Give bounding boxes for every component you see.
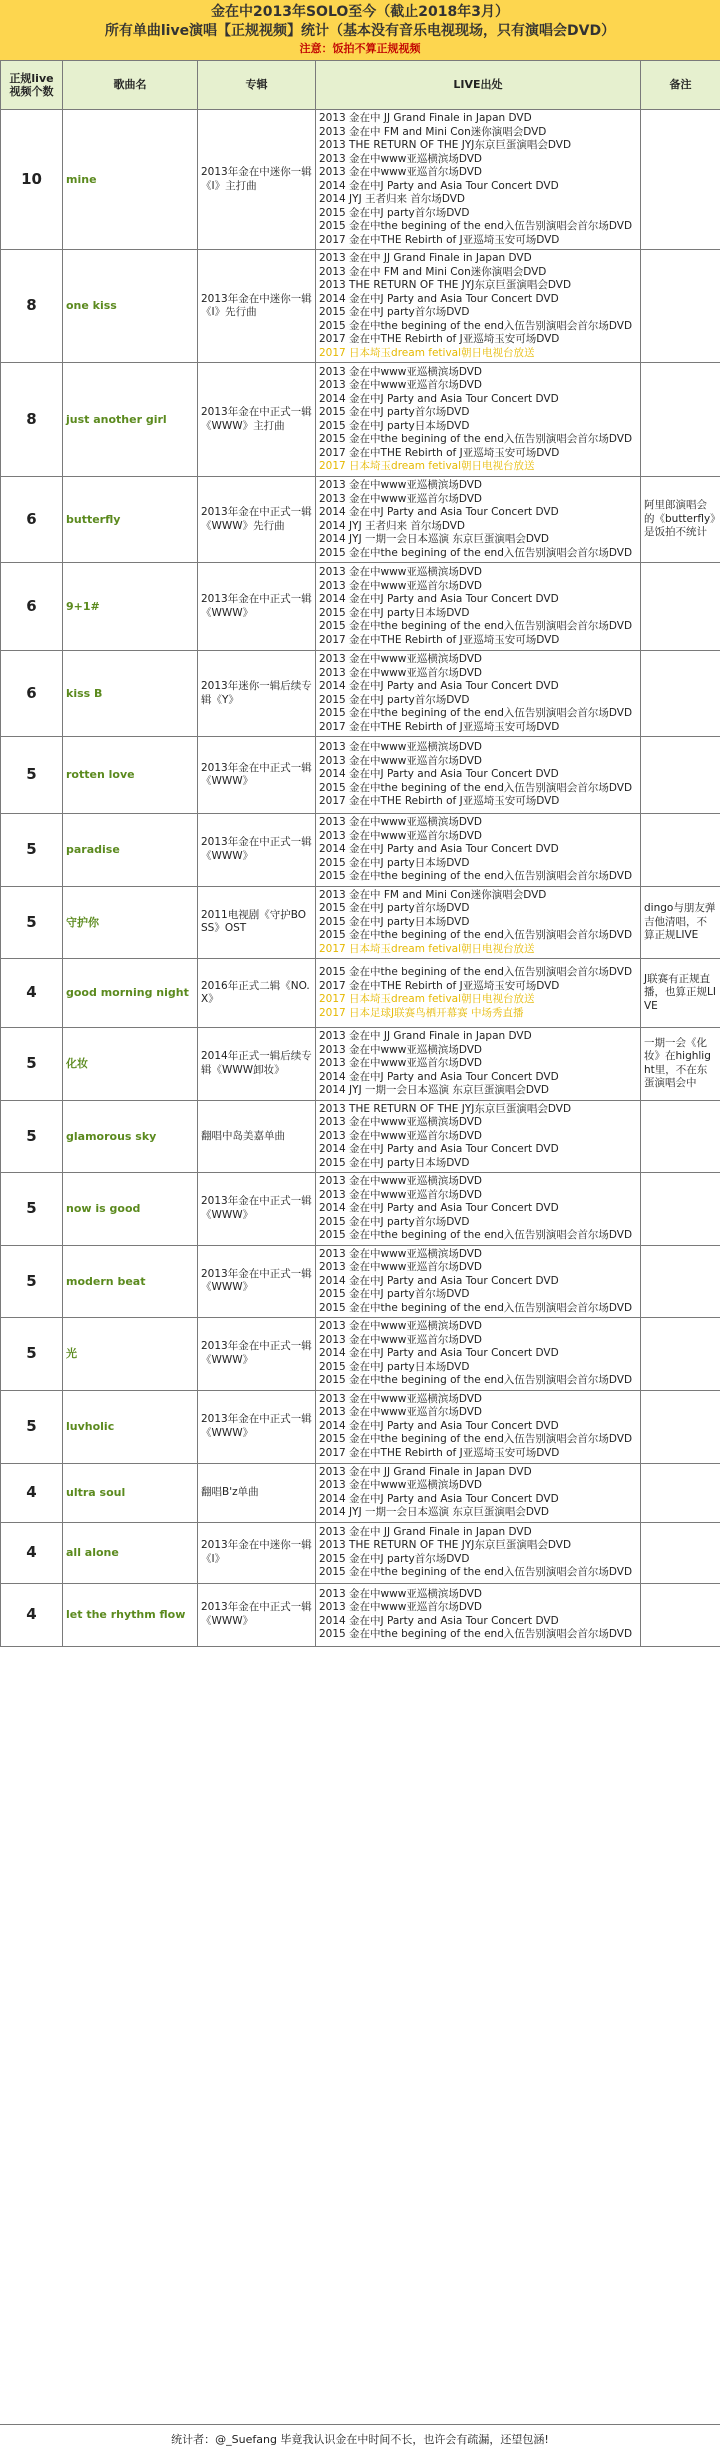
live-source: 2013 金在中www亚巡横滨场DVD: [319, 366, 637, 380]
live-source: 2015 金在中the begining of the end入伍告别演唱会首尔场DVD: [319, 433, 637, 447]
live-source: 2017 金在中THE Rebirth of J亚巡埼玉安可场DVD: [319, 721, 637, 735]
cell-song: mine: [63, 110, 198, 250]
live-source: 2013 金在中www亚巡横滨场DVD: [319, 1248, 637, 1262]
live-source: 2015 金在中the begining of the end入伍告别演唱会首尔场DVD: [319, 220, 637, 234]
table-row: [1, 1245, 720, 1318]
live-source: 2013 金在中www亚巡横滨场DVD: [319, 816, 637, 830]
table-row: [1, 651, 720, 737]
live-source: 2013 金在中www亚巡首尔场DVD: [319, 830, 637, 844]
cell-note: [641, 250, 720, 363]
cell-song: 光: [63, 1318, 198, 1391]
cell-count: 8: [1, 250, 63, 363]
cell-count: 5: [1, 886, 63, 959]
cell-note: [641, 814, 720, 887]
live-source: 2013 金在中www亚巡横滨场DVD: [319, 1393, 637, 1407]
table-row: [1, 1028, 720, 1101]
footer-text: 统计者：@_Suefang 毕竟我认识金在中时间不长，也许会有疏漏，还望包涵!: [171, 2425, 549, 2454]
live-source: 2015 金在中the begining of the end入伍告别演唱会首尔场DVD: [319, 1374, 637, 1388]
live-source: 2014 金在中J Party and Asia Tour Concert DVD: [319, 1347, 637, 1361]
cell-live-sources: [316, 1028, 641, 1101]
live-source: 2015 金在中the begining of the end入伍告别演唱会首尔场DVD: [319, 782, 637, 796]
cell-album: 2011电视剧《守护BOSS》OST: [198, 886, 316, 959]
live-source: 2014 JYJ 王者归来 首尔场DVD: [319, 193, 637, 207]
cell-note: [641, 1583, 720, 1646]
cell-live-sources: [316, 1583, 641, 1646]
live-source: 2013 金在中 FM and Mini Con迷你演唱会DVD: [319, 889, 637, 903]
live-source: 2013 THE RETURN OF THE JYJ东京巨蛋演唱会DVD: [319, 1103, 637, 1117]
live-source: 2013 金在中www亚巡横滨场DVD: [319, 1175, 637, 1189]
live-source: 2013 金在中www亚巡横滨场DVD: [319, 1588, 637, 1602]
live-source: 2015 金在中the begining of the end入伍告别演唱会首尔场DVD: [319, 620, 637, 634]
cell-count: 4: [1, 959, 63, 1028]
live-source: 2015 金在中the begining of the end入伍告别演唱会首尔场DVD: [319, 547, 637, 561]
live-source: 2014 金在中J Party and Asia Tour Concert DVD: [319, 593, 637, 607]
live-source: 2015 金在中the begining of the end入伍告别演唱会首尔场DVD: [319, 1566, 637, 1580]
live-source: 2015 金在中J party首尔场DVD: [319, 207, 637, 221]
live-source: 2014 金在中J Party and Asia Tour Concert DVD: [319, 680, 637, 694]
cell-song: good morning night: [63, 959, 198, 1028]
live-source: 2013 金在中www亚巡横滨场DVD: [319, 741, 637, 755]
live-source: 2014 金在中J Party and Asia Tour Concert DVD: [319, 293, 637, 307]
cell-note: [641, 563, 720, 651]
cell-live-sources: [316, 110, 641, 250]
live-source: 2014 金在中J Party and Asia Tour Concert DVD: [319, 1493, 637, 1507]
table-row: [1, 250, 720, 363]
live-source: 2013 金在中www亚巡首尔场DVD: [319, 667, 637, 681]
live-source: 2015 金在中the begining of the end入伍告别演唱会首尔场DVD: [319, 966, 637, 980]
cell-note: 一期一会《化妆》在highlight里，不在东蛋演唱会中: [641, 1028, 720, 1101]
cell-album: 2014年正式一辑后续专辑《WWW卸妆》: [198, 1028, 316, 1101]
live-source: 2013 金在中 JJ Grand Finale in Japan DVD: [319, 112, 637, 126]
live-source: 2013 金在中www亚巡首尔场DVD: [319, 1261, 637, 1275]
cell-live-sources: [316, 886, 641, 959]
live-source: 2014 金在中J Party and Asia Tour Concert DVD: [319, 843, 637, 857]
live-source: 2014 金在中J Party and Asia Tour Concert DVD: [319, 1615, 637, 1629]
table-row: [1, 886, 720, 959]
cell-count: 4: [1, 1463, 63, 1522]
live-source: 2015 金在中the begining of the end入伍告别演唱会首尔场DVD: [319, 929, 637, 943]
live-source: 2013 金在中www亚巡横滨场DVD: [319, 153, 637, 167]
live-source: 2013 金在中www亚巡首尔场DVD: [319, 755, 637, 769]
table-row: [1, 1390, 720, 1463]
live-source: 2015 金在中the begining of the end入伍告别演唱会首尔场DVD: [319, 707, 637, 721]
cell-live-sources: [316, 1100, 641, 1173]
cell-album: 2013年金在中迷你一辑《I》: [198, 1522, 316, 1583]
table-row: [1, 563, 720, 651]
live-source: 2015 金在中J party日本场DVD: [319, 420, 637, 434]
col-header-album: 专辑: [198, 61, 316, 110]
live-source: 2015 金在中J party首尔场DVD: [319, 694, 637, 708]
live-source: 2013 金在中www亚巡首尔场DVD: [319, 493, 637, 507]
live-source: 2015 金在中J party首尔场DVD: [319, 406, 637, 420]
live-source: 2015 金在中J party日本场DVD: [319, 916, 637, 930]
cell-album: 2013年金在中正式一辑《WWW》: [198, 1173, 316, 1246]
cell-live-sources: [316, 563, 641, 651]
cell-count: 4: [1, 1583, 63, 1646]
cell-song: all alone: [63, 1522, 198, 1583]
table-row: [1, 363, 720, 477]
cell-note: [641, 110, 720, 250]
cell-album: 2013年金在中正式一辑《WWW》: [198, 1390, 316, 1463]
cell-live-sources: [316, 363, 641, 477]
cell-song: 化妆: [63, 1028, 198, 1101]
cell-note: dingo与朋友弹吉他清唱，不算正规LIVE: [641, 886, 720, 959]
cell-song: one kiss: [63, 250, 198, 363]
cell-live-sources: [316, 250, 641, 363]
live-source: 2015 金在中J party日本场DVD: [319, 607, 637, 621]
cell-album: 2013年金在中迷你一辑《I》先行曲: [198, 250, 316, 363]
live-source: 2015 金在中J party首尔场DVD: [319, 1216, 637, 1230]
cell-note: [641, 1173, 720, 1246]
col-header-live: LIVE出处: [316, 61, 641, 110]
cell-album: 2013年金在中正式一辑《WWW》: [198, 737, 316, 814]
cell-live-sources: [316, 1390, 641, 1463]
live-source: 2013 金在中www亚巡首尔场DVD: [319, 1334, 637, 1348]
cell-live-sources: [316, 651, 641, 737]
cell-note: [641, 363, 720, 477]
live-source: 2013 金在中www亚巡首尔场DVD: [319, 166, 637, 180]
cell-note: [641, 1390, 720, 1463]
live-source: 2013 金在中 JJ Grand Finale in Japan DVD: [319, 1466, 637, 1480]
live-source: 2015 金在中the begining of the end入伍告别演唱会首尔场DVD: [319, 870, 637, 884]
cell-live-sources: [316, 1245, 641, 1318]
live-source: 2013 金在中 JJ Grand Finale in Japan DVD: [319, 1526, 637, 1540]
cell-song: just another girl: [63, 363, 198, 477]
live-source: 2017 金在中THE Rebirth of J亚巡埼玉安可场DVD: [319, 634, 637, 648]
cell-album: 翻唱B'z单曲: [198, 1463, 316, 1522]
live-source: 2014 金在中J Party and Asia Tour Concert DVD: [319, 1275, 637, 1289]
live-source: 2013 金在中www亚巡横滨场DVD: [319, 1116, 637, 1130]
live-stats-table: [0, 60, 720, 1647]
cell-album: 2013年金在中正式一辑《WWW》: [198, 1318, 316, 1391]
cell-count: 5: [1, 1028, 63, 1101]
cell-live-sources: [316, 477, 641, 563]
cell-live-sources: [316, 1463, 641, 1522]
live-source-highlight: 2017 日本埼玉dream fetival朝日电视台放送: [319, 993, 637, 1007]
live-source: 2015 金在中J party首尔场DVD: [319, 902, 637, 916]
title-banner: [0, 0, 720, 60]
live-source: 2013 金在中www亚巡横滨场DVD: [319, 479, 637, 493]
live-source: 2014 JYJ 一期一会日本巡演 东京巨蛋演唱会DVD: [319, 533, 637, 547]
live-source: 2015 金在中J party日本场DVD: [319, 1361, 637, 1375]
live-source: 2013 金在中 JJ Grand Finale in Japan DVD: [319, 252, 637, 266]
live-source-highlight: 2017 日本埼玉dream fetival朝日电视台放送: [319, 460, 637, 474]
cell-note: [641, 1463, 720, 1522]
live-source: 2017 金在中THE Rebirth of J亚巡埼玉安可场DVD: [319, 980, 637, 994]
col-header-song: 歌曲名: [63, 61, 198, 110]
live-source: 2013 金在中www亚巡首尔场DVD: [319, 379, 637, 393]
table-row: [1, 1583, 720, 1646]
cell-live-sources: [316, 1173, 641, 1246]
live-source: 2015 金在中the begining of the end入伍告别演唱会首尔场DVD: [319, 320, 637, 334]
live-source: 2013 金在中www亚巡横滨场DVD: [319, 1479, 637, 1493]
cell-count: 5: [1, 1390, 63, 1463]
cell-count: 6: [1, 563, 63, 651]
live-source: 2014 金在中J Party and Asia Tour Concert DVD: [319, 1143, 637, 1157]
cell-song: 9+1#: [63, 563, 198, 651]
live-source: 2013 THE RETURN OF THE JYJ东京巨蛋演唱会DVD: [319, 139, 637, 153]
live-source: 2013 金在中 FM and Mini Con迷你演唱会DVD: [319, 126, 637, 140]
live-source: 2014 金在中J Party and Asia Tour Concert DVD: [319, 393, 637, 407]
live-source: 2013 金在中www亚巡横滨场DVD: [319, 566, 637, 580]
live-source: 2014 JYJ 一期一会日本巡演 东京巨蛋演唱会DVD: [319, 1084, 637, 1098]
cell-album: 2013年迷你一辑后续专辑《Y》: [198, 651, 316, 737]
cell-note: J联赛有正规直播，也算正规LIVE: [641, 959, 720, 1028]
table-row: [1, 814, 720, 887]
col-header-count: 正规live视频个数: [1, 61, 63, 110]
cell-note: [641, 1245, 720, 1318]
cell-album: 2016年正式二辑《NO.X》: [198, 959, 316, 1028]
live-source: 2015 金在中the begining of the end入伍告别演唱会首尔场DVD: [319, 1302, 637, 1316]
live-source: 2013 金在中www亚巡横滨场DVD: [319, 653, 637, 667]
live-source: 2013 THE RETURN OF THE JYJ东京巨蛋演唱会DVD: [319, 279, 637, 293]
cell-album: 翻唱中岛美嘉单曲: [198, 1100, 316, 1173]
live-source: 2013 金在中www亚巡首尔场DVD: [319, 1601, 637, 1615]
cell-album: 2013年金在中正式一辑《WWW》主打曲: [198, 363, 316, 477]
table-row: [1, 110, 720, 250]
live-source: 2013 金在中www亚巡首尔场DVD: [319, 580, 637, 594]
cell-album: 2013年金在中正式一辑《WWW》: [198, 1583, 316, 1646]
live-source: 2015 金在中the begining of the end入伍告别演唱会首尔场DVD: [319, 1628, 637, 1642]
cell-song: ultra soul: [63, 1463, 198, 1522]
cell-song: 守护你: [63, 886, 198, 959]
cell-note: [641, 1522, 720, 1583]
live-source: 2013 金在中www亚巡首尔场DVD: [319, 1406, 637, 1420]
cell-note: [641, 1318, 720, 1391]
cell-count: 5: [1, 1173, 63, 1246]
live-source-highlight: 2017 日本埼玉dream fetival朝日电视台放送: [319, 347, 637, 361]
cell-count: 5: [1, 1318, 63, 1391]
live-source: 2013 金在中 FM and Mini Con迷你演唱会DVD: [319, 266, 637, 280]
live-source: 2015 金在中the begining of the end入伍告别演唱会首尔场DVD: [319, 1433, 637, 1447]
live-source: 2017 金在中THE Rebirth of J亚巡埼玉安可场DVD: [319, 333, 637, 347]
live-source: 2014 金在中J Party and Asia Tour Concert DVD: [319, 1071, 637, 1085]
live-source: 2014 金在中J Party and Asia Tour Concert DVD: [319, 768, 637, 782]
live-source: 2017 金在中THE Rebirth of J亚巡埼玉安可场DVD: [319, 795, 637, 809]
cell-note: 阿里郎演唱会的《butterfly》是饭拍不统计: [641, 477, 720, 563]
cell-song: luvholic: [63, 1390, 198, 1463]
live-source: 2013 THE RETURN OF THE JYJ东京巨蛋演唱会DVD: [319, 1539, 637, 1553]
cell-song: paradise: [63, 814, 198, 887]
title-line-1: 金在中2013年SOLO至今（截止2018年3月）: [0, 0, 720, 22]
live-source: 2015 金在中J party日本场DVD: [319, 857, 637, 871]
cell-live-sources: [316, 737, 641, 814]
live-source: 2014 金在中J Party and Asia Tour Concert DVD: [319, 180, 637, 194]
cell-song: now is good: [63, 1173, 198, 1246]
table-row: [1, 477, 720, 563]
table-row: [1, 959, 720, 1028]
cell-count: 6: [1, 477, 63, 563]
title-notice: 注意：饭拍不算正规视频: [0, 41, 720, 60]
cell-song: rotten love: [63, 737, 198, 814]
live-source-highlight: 2017 日本足球J联赛鸟栖开幕赛 中场秀直播: [319, 1007, 637, 1021]
cell-note: [641, 737, 720, 814]
live-source: 2013 金在中 JJ Grand Finale in Japan DVD: [319, 1030, 637, 1044]
live-source: 2013 金在中www亚巡首尔场DVD: [319, 1130, 637, 1144]
table-body: [1, 110, 720, 1647]
cell-album: 2013年金在中正式一辑《WWW》先行曲: [198, 477, 316, 563]
col-header-note: 备注: [641, 61, 720, 110]
cell-live-sources: [316, 959, 641, 1028]
table-row: [1, 737, 720, 814]
table-row: [1, 1100, 720, 1173]
table-header-row: [1, 61, 720, 110]
cell-song: modern beat: [63, 1245, 198, 1318]
live-source-highlight: 2017 日本埼玉dream fetival朝日电视台放送: [319, 943, 637, 957]
live-source: 2013 金在中www亚巡横滨场DVD: [319, 1044, 637, 1058]
cell-live-sources: [316, 1318, 641, 1391]
live-source: 2014 金在中J Party and Asia Tour Concert DVD: [319, 1202, 637, 1216]
live-source: 2014 JYJ 一期一会日本巡演 东京巨蛋演唱会DVD: [319, 1506, 637, 1520]
live-source: 2013 金在中www亚巡横滨场DVD: [319, 1320, 637, 1334]
live-source: 2013 金在中www亚巡首尔场DVD: [319, 1189, 637, 1203]
cell-song: kiss B: [63, 651, 198, 737]
table-row: [1, 1173, 720, 1246]
cell-count: 5: [1, 737, 63, 814]
live-source: 2013 金在中www亚巡首尔场DVD: [319, 1057, 637, 1071]
cell-album: 2013年金在中正式一辑《WWW》: [198, 814, 316, 887]
table-row: [1, 1522, 720, 1583]
live-source: 2017 金在中THE Rebirth of J亚巡埼玉安可场DVD: [319, 1447, 637, 1461]
cell-count: 6: [1, 651, 63, 737]
title-line-2: 所有单曲live演唱【正规视频】统计（基本没有音乐电视现场，只有演唱会DVD）: [0, 22, 720, 41]
cell-count: 8: [1, 363, 63, 477]
cell-count: 5: [1, 1100, 63, 1173]
cell-album: 2013年金在中正式一辑《WWW》: [198, 1245, 316, 1318]
cell-note: [641, 651, 720, 737]
cell-count: 5: [1, 1245, 63, 1318]
live-source: 2015 金在中J party首尔场DVD: [319, 1553, 637, 1567]
live-source: 2015 金在中J party日本场DVD: [319, 1157, 637, 1171]
cell-album: 2013年金在中正式一辑《WWW》: [198, 563, 316, 651]
live-source: 2014 金在中J Party and Asia Tour Concert DVD: [319, 506, 637, 520]
live-source: 2015 金在中J party首尔场DVD: [319, 306, 637, 320]
table-row: [1, 1463, 720, 1522]
footer-credit: [0, 2424, 720, 2454]
cell-live-sources: [316, 814, 641, 887]
cell-note: [641, 1100, 720, 1173]
cell-album: 2013年金在中迷你一辑《I》主打曲: [198, 110, 316, 250]
cell-count: 5: [1, 814, 63, 887]
table-row: [1, 1318, 720, 1391]
cell-song: butterfly: [63, 477, 198, 563]
live-source: 2017 金在中THE Rebirth of J亚巡埼玉安可场DVD: [319, 447, 637, 461]
cell-song: let the rhythm flow: [63, 1583, 198, 1646]
live-source: 2017 金在中THE Rebirth of J亚巡埼玉安可场DVD: [319, 234, 637, 248]
live-source: 2014 金在中J Party and Asia Tour Concert DVD: [319, 1420, 637, 1434]
cell-count: 4: [1, 1522, 63, 1583]
cell-song: glamorous sky: [63, 1100, 198, 1173]
live-source: 2015 金在中J party首尔场DVD: [319, 1288, 637, 1302]
live-source: 2014 JYJ 王者归来 首尔场DVD: [319, 520, 637, 534]
cell-count: 10: [1, 110, 63, 250]
live-source: 2015 金在中the begining of the end入伍告别演唱会首尔场DVD: [319, 1229, 637, 1243]
cell-live-sources: [316, 1522, 641, 1583]
